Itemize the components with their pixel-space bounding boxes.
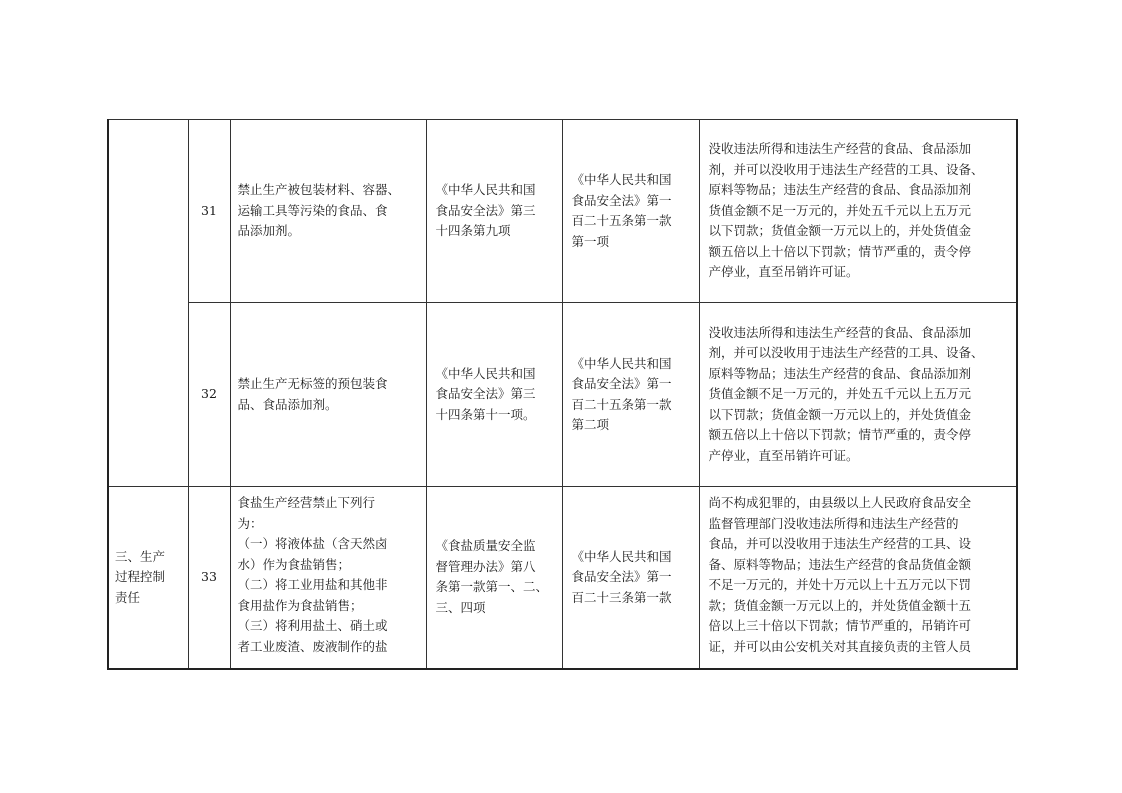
text-line: 水）作为食盐销售； xyxy=(237,556,351,572)
text-line: 没收违法所得和违法生产经营的食品、食品添加 xyxy=(708,324,972,340)
text-line: 运输工具等污染的食品、食 xyxy=(237,202,388,218)
penalty-basis xyxy=(562,120,699,303)
text-line: 以下罚款；货值金额一万元以上的，并处货值金 xyxy=(708,406,972,422)
legal-basis xyxy=(426,120,562,303)
text-line: 百二十五条第一款 xyxy=(571,396,672,412)
text-line: 《中华人民共和国 xyxy=(435,182,536,198)
item-number: 32 xyxy=(188,303,230,487)
text-line: 证，并可以由公安机关对其直接负责的主管人员 xyxy=(708,638,972,654)
text-line: 《中华人民共和国 xyxy=(435,365,536,381)
text-line: 备、原料等物品；违法生产经营的食品货值金额 xyxy=(708,556,972,572)
text-line: 食品安全法》第一 xyxy=(571,192,672,208)
text-line: 《中华人民共和国 xyxy=(571,355,672,371)
text-line: 原料等物品；违法生产经营的食品、食品添加剂 xyxy=(708,182,972,198)
text-line: 原料等物品；违法生产经营的食品、食品添加剂 xyxy=(708,365,972,381)
text-line: 倍以上三十倍以下罚款；情节严重的，吊销许可 xyxy=(708,618,972,633)
text-line: 货值金额不足一万元的，并处五千元以上五万元 xyxy=(708,202,972,218)
text-line: 食盐生产经营禁止下列行 xyxy=(237,495,376,510)
text-line: 《中华人民共和国 xyxy=(571,548,672,564)
text-line: 三、生产 xyxy=(115,548,166,564)
text-line: （二）将工业用盐和其他非 xyxy=(237,577,388,592)
text-line: 食品安全法》第一 xyxy=(571,376,672,391)
category-cell-empty xyxy=(108,120,188,487)
prohibited-behavior xyxy=(230,487,426,669)
legal-basis xyxy=(426,487,562,669)
text-line: 《食盐质量安全监 xyxy=(435,538,536,554)
text-line: 不足一万元的，并处十万元以上十五万元以下罚 xyxy=(708,577,972,592)
text-line: 禁止生产无标签的预包装食 xyxy=(237,376,388,391)
text-line: 品添加剂。 xyxy=(237,223,301,239)
text-line: 百二十三条第一款 xyxy=(571,589,672,605)
text-line: 尚不构成犯罪的，由县级以上人民政府食品安全 xyxy=(708,495,972,510)
text-line: 剂，并可以没收用于违法生产经营的工具、设备、 xyxy=(708,345,984,361)
penalty-provision xyxy=(699,487,1017,669)
penalty-provision xyxy=(699,303,1017,487)
regulation-table xyxy=(107,119,1018,670)
text-line: 品、食品添加剂。 xyxy=(237,396,338,412)
text-line: 第一项 xyxy=(571,233,610,249)
text-line: 以下罚款；货值金额一万元以上的，并处货值金 xyxy=(708,223,972,239)
text-line: 者工业废渣、废液制作的盐 xyxy=(237,638,388,654)
table-row xyxy=(108,120,1017,303)
text-line: 为： xyxy=(237,515,263,531)
item-number: 33 xyxy=(188,487,230,669)
text-line: （三）将利用盐土、硝土或 xyxy=(237,618,388,633)
penalty-basis xyxy=(562,487,699,669)
text-line: 十四条第九项 xyxy=(435,223,511,239)
text-line: 过程控制 xyxy=(115,569,166,584)
text-line: 条第一款第一、二、 xyxy=(435,579,549,595)
text-line: 督管理办法》第八 xyxy=(435,558,536,574)
text-line: 额五倍以上十倍以下罚款；情节严重的，责令停 xyxy=(708,243,972,259)
text-line: 百二十五条第一款 xyxy=(571,213,672,228)
prohibited-behavior xyxy=(230,303,426,487)
text-line: 责任 xyxy=(115,589,141,605)
text-line: 食品，并可以没收用于违法生产经营的工具、设 xyxy=(708,536,972,551)
text-line: 没收违法所得和违法生产经营的食品、食品添加 xyxy=(708,141,972,157)
legal-basis xyxy=(426,303,562,487)
table-row xyxy=(108,303,1017,487)
penalty-provision xyxy=(699,120,1017,303)
text-line: 禁止生产被包装材料、容器、 xyxy=(237,182,401,198)
text-line: 产停业，直至吊销许可证。 xyxy=(708,447,859,463)
text-line: （一）将液体盐（含天然卤 xyxy=(237,536,388,551)
text-line: 三、四项 xyxy=(435,599,486,615)
text-line: 十四条第十一项。 xyxy=(435,406,536,422)
prohibited-behavior xyxy=(230,120,426,303)
text-line: 食品安全法》第三 xyxy=(435,386,536,402)
category-cell xyxy=(108,487,188,669)
text-line: 额五倍以上十倍以下罚款；情节严重的，责令停 xyxy=(708,427,972,443)
text-line: 《中华人民共和国 xyxy=(571,172,672,187)
text-line: 款；货值金额一万元以上的，并处货值金额十五 xyxy=(708,597,972,613)
table-row xyxy=(108,487,1017,669)
text-line: 产停业，直至吊销许可证。 xyxy=(708,264,859,280)
text-line: 食品安全法》第三 xyxy=(435,202,536,218)
text-line: 监督管理部门没收违法所得和违法生产经营的 xyxy=(708,515,959,531)
text-line: 食用盐作为食盐销售； xyxy=(237,597,363,613)
text-line: 货值金额不足一万元的，并处五千元以上五万元 xyxy=(708,386,972,402)
text-line: 第二项 xyxy=(571,417,610,432)
penalty-basis xyxy=(562,303,699,487)
text-line: 食品安全法》第一 xyxy=(571,569,672,584)
text-line: 剂，并可以没收用于违法生产经营的工具、设备、 xyxy=(708,161,984,177)
item-number: 31 xyxy=(188,120,230,303)
